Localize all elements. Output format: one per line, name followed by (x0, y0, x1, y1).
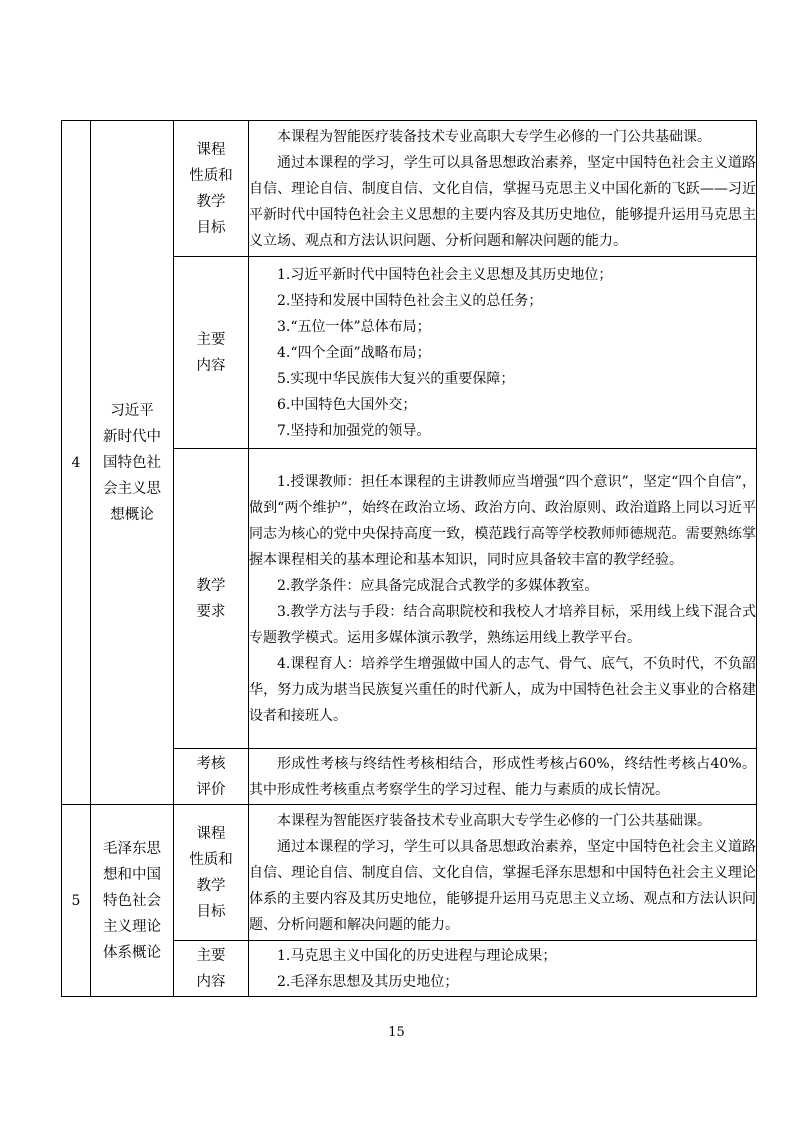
page-number: 15 (388, 1025, 405, 1040)
course-name: 毛泽东思 想和中国 特色社会 主义理论 体系概论 (91, 805, 174, 997)
section-label: 课程 性质和 教学 目标 (174, 121, 249, 257)
table-row (62, 121, 757, 257)
section-label: 主要 内容 (174, 941, 249, 997)
section-label: 考核 评价 (174, 749, 249, 805)
section-label: 主要 内容 (174, 257, 249, 449)
section-label: 教学 要求 (174, 449, 249, 749)
section-content: 本课程为智能医疗装备技术专业高职大专学生必修的一门公共基础课。 通过本课程的学习，学生可以具备思想政治素养，坚定中国特色社会主义道路自信、理论自信、制度自信、文化自信，掌握毛泽东思想和中国特色社会主义理论体系的主要内容及其历史地位，能够提升运用马克思主义立场、观点和方法认识问题、分析问题和解决问题的能力。 (249, 805, 757, 941)
course-number: 4 (62, 121, 91, 805)
section-content: 本课程为智能医疗装备技术专业高职大专学生必修的一门公共基础课。 通过本课程的学习，学生可以具备思想政治素养，坚定中国特色社会主义道路自信、理论自信、制度自信、文化自信，掌握马克思主义中国化新的飞跃——习近平新时代中国特色社会主义思想的主要内容及其历史地位，能够提升运用马克思主义立场、观点和方法认识问题、分析问题和解决问题的能力。 (249, 121, 757, 257)
table-row (62, 805, 757, 941)
course-table (61, 120, 757, 997)
section-content: 1.习近平新时代中国特色社会主义思想及其历史地位； 2.坚持和发展中国特色社会主义的总任务； 3.“五位一体”总体布局； 4.“四个全面”战略布局； 5.实现中华民族伟大复兴的重要保障； 6.中国特色大国外交； 7.坚持和加强党的领导。 (249, 257, 757, 449)
section-content: 形成性考核与终结性考核相结合，形成性考核占60%，终结性考核占40%。其中形成性考核重点考察学生的学习过程、能力与素质的成长情况。 (249, 749, 757, 805)
course-number: 5 (62, 805, 91, 997)
section-content: 1.授课教师：担任本课程的主讲教师应当增强“四个意识”，坚定“四个自信”，做到“两个维护”，始终在政治立场、政治方向、政治原则、政治道路上同以习近平同志为核心的党中央保持高度一致，模范践行高等学校教师师德规范。需要熟练掌握本课程相关的基本理论和基本知识，同时应具备较丰富的教学经验。 2.教学条件：应具备完成混合式教学的多媒体教室。 3.教学方法与手段：结合高职院校和我校人才培养目标，采用线上线下混合式专题教学模式。运用多媒体演示教学，熟练运用线上教学平台。 4.课程育人：培养学生增强做中国人的志气、骨气、底气，不负时代，不负韶华，努力成为堪当民族复兴重任的时代新人，成为中国特色社会主义事业的合格建设者和接班人。 (249, 449, 757, 749)
course-name: 习近平 新时代中 国特色社 会主义思 想概论 (91, 121, 174, 805)
section-content: 1.马克思主义中国化的历史进程与理论成果； 2.毛泽东思想及其历史地位； (249, 941, 757, 997)
section-label: 课程 性质和 教学 目标 (174, 805, 249, 941)
